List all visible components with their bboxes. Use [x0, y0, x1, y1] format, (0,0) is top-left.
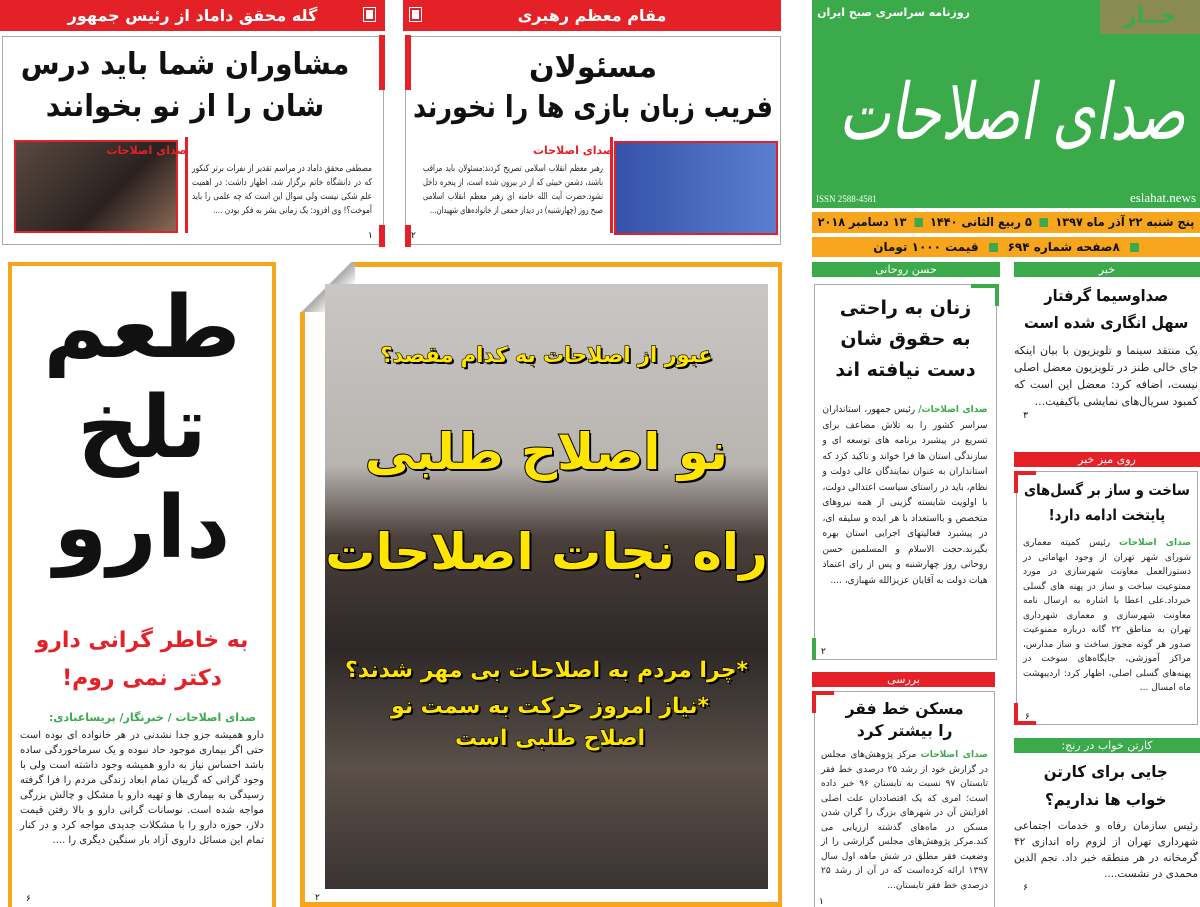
kicker-bar: [403, 0, 781, 31]
masthead: [812, 0, 1200, 208]
headline[interactable]: به خاطر گرانی دارو دکتر نمی روم!: [35, 628, 249, 691]
body-copy: مرکز پژوهش‌های مجلس در گزارش خود از رشد ۲۵ درصدی خط فقر تابستان ۹۷ نسبت به تابستان ۹۶ خبر داده است؛ امری که یک اقتصاددان علت اصلی افزایش آن در شهرهای بزرگ را گران شدن مسکن در ماه‌های گذشته ارزیابی می کند.مرکز پژوهش‌های مجلس گزارشی را از وضعیت فقر مطلق در شش ماهه اول سال ۱۳۹۷ ارائه کرده‌است که در آن از رشد ۲۵ درصدی خط فقر تابستان...: [821, 750, 988, 891]
corner-accent: [812, 691, 816, 713]
section-label: [1014, 262, 1200, 277]
bullet-icon: [1039, 218, 1047, 227]
source: صدای اصلاحات: [533, 144, 614, 157]
section-label: [1014, 738, 1200, 753]
issn: ISSN 2588-4581: [816, 194, 877, 204]
source: صدای اصلاحات: [920, 750, 988, 760]
big-title-line1[interactable]: طعم: [43, 278, 241, 378]
bullet-icon: [914, 218, 922, 227]
badge: [1100, 0, 1200, 34]
body-text: [821, 748, 988, 893]
date-hijri: ۵ ربیع الثانی ۱۴۴۰: [929, 215, 1032, 229]
overline[interactable]: عبور از اصلاحات به کدام مقصد؟: [380, 343, 713, 367]
body-copy: رئیس کمیته معماری شورای شهر تهران از وجود ابهاماتی در دستورالعمل معاونت شهرسازی در مورد ممنوعیت ساخت و ساز در پهنه های گسلی خبرداد.علی اعطا با اشاره به ارسال نامه معاونت شهرسازی و معماری شهرداری تهران به مناطق ۲۲ گانه درباره ممنوعیت صدور هر گونه مجوز ساخت و ساز مدارس، مراکز آموزشی، جایگاه‌های سوخت در پهنه‌های گسلی اصلی، اظهار کرد: اردیبهشت ماه امسال ...: [1023, 538, 1191, 693]
bullet-icon: [989, 243, 998, 252]
headline[interactable]: ساخت و ساز بر گسل‌های پایتخت ادامه دارد!: [1024, 481, 1190, 524]
main-headline-line2[interactable]: راه نجات اصلاحات: [325, 523, 768, 581]
label-text: بررسی: [887, 673, 920, 686]
top-middle-story: [403, 0, 783, 247]
label-text: روی میز خبر: [1078, 453, 1136, 466]
page-number: ۶: [26, 894, 31, 904]
page-number: ۲: [821, 647, 826, 657]
body-text: [1023, 536, 1191, 696]
byline: صدای اصلاحات / خبرنگار/ پریساعبادی:: [49, 711, 256, 724]
pages-issue: ۸صفحه شماره ۶۹۴: [1007, 240, 1120, 254]
corner-accent: [379, 225, 385, 247]
story: [1014, 282, 1198, 422]
big-title-line2[interactable]: تلخ: [77, 378, 207, 478]
body-text: [823, 402, 988, 588]
page-number: ۲: [315, 893, 320, 903]
kicker: مقام معظم رهبری: [517, 6, 667, 25]
headline[interactable]: مشاوران شما باید درس شان را از نو بخوانند: [20, 47, 350, 124]
source: صدای اصلاحات: [1119, 538, 1191, 548]
square-icon: [364, 8, 375, 21]
newspaper-logo[interactable]: [832, 38, 1192, 188]
page-number: ۱: [819, 897, 824, 907]
corner-accent: [995, 284, 999, 306]
tagline: روزنامه سراسری صبح ایران: [817, 6, 970, 19]
left-feature: [8, 262, 276, 907]
page-number: ۱: [368, 231, 373, 241]
headline-line2[interactable]: فریب زبان بازی ها را نخورند: [413, 90, 773, 125]
body-text: دارو همیشه جزو جدا نشدنی در هر خانواده ای بوده است حتی اگر بیماری موجود حاد نبوده و یک سرماخوردگی ساده باشد احساس نیاز به دارو همیشه وجود داشته است ولی با وجود گرانی که گریبان تمام ابعاد زندگی مردم را فرا گرفته رسیدگی به بیماری ها و تهیه دارو با مشکل و چالش بزرگی مواجه شده است. نوسانات گرانی دارو و بالا رفتن قیمت دلار، حوزه دارو را با مشکلات جدیدی مواجه کرد و در کنار تمام این مسائل داروی آزاد بار سنگین دیگری را ....: [20, 730, 264, 846]
section-label: [1014, 452, 1200, 467]
corner-accent: [1014, 471, 1018, 493]
story-frame: [814, 284, 997, 660]
story-frame: [1016, 471, 1198, 725]
headline[interactable]: مسکن خط فقر را بیشتر کرد: [845, 699, 964, 740]
headline[interactable]: زنان به راحتی به حقوق شان دست نیافته اند: [835, 297, 976, 381]
body-text: رئیس سازمان رفاه و خدمات اجتماعی شهرداری تهران از لزوم راه اندازی ۴۲ گرمخانه در هر منطقه خبر داد. نجم الدین محمدی در نشست....: [1014, 820, 1198, 880]
story-frame: [814, 691, 995, 907]
page-number: ۳: [1023, 411, 1028, 421]
body-text: رهبر معظم انقلاب اسلامی تصریح کردند:مسئولان باید مراقب باشند، دشمن خبیثی که از در بیرون شده است، از پنجره داخل نشود.حضرت آیت الله خامنه ای رهبر معظم انقلاب اسلامی صبح روز (چهارشنبه) در دیدار جمعی از خانواده‌های شهیدان...: [423, 164, 603, 216]
section-label: [812, 262, 1000, 277]
kicker: گله محقق داماد از رئیس جمهور: [67, 6, 318, 25]
label-text: حسن روحانی: [875, 263, 937, 276]
label-text: کارتن خواب در رنج:: [1061, 739, 1153, 752]
corner-accent: [405, 35, 411, 90]
corner-accent: [812, 638, 816, 660]
page-number: ۶: [1023, 883, 1028, 893]
center-feature: [300, 262, 782, 907]
label-text: خبر: [1098, 263, 1116, 276]
big-title-line3[interactable]: دارو: [53, 478, 231, 578]
source: صدای اصلاحات: [106, 144, 187, 157]
subheadline-1[interactable]: *چرا مردم به اصلاحات بی مهر شدند؟: [344, 658, 748, 683]
story: [1014, 758, 1198, 894]
source: صدای اصلاحات/: [918, 404, 988, 415]
top-left-story: [0, 0, 387, 247]
date-bar: [812, 212, 1200, 233]
headline[interactable]: صداوسیما گرفتار سهل انگاری شده است: [1023, 286, 1189, 332]
page-number: ۲: [411, 231, 416, 241]
website[interactable]: eslahat.news: [1129, 190, 1196, 205]
page-number: ۶: [1025, 712, 1030, 722]
badge-text: جــار: [1124, 4, 1176, 29]
bullet-icon: [1130, 243, 1139, 252]
body-copy: رئیس جمهور، استانداران سراسر کشور را به تلاش مضاعف برای تسریع در پیشبرد برنامه های توسعه ای و سازندگی استان ها فرا خواند و تاکید کرد که استانداران به عنوان نمایندگان عالی دولت و نظام، باید در راستای سیاست اعتدالی دولت، با اولویت شایسته گزینی از همه نیروهای متخصص و بااستعداد با هر ایده و سلیقه ای، در پیشبرد فعالیتهای اجرایی استان بهره بگیرند.حجت الاسلام و المسلمین حسن روحانی روز چهارشنبه و پس از رای اعتماد هیات دولت به آقایان عزیزالله شهبازی، ....: [823, 404, 988, 586]
corner-accent: [379, 35, 385, 90]
logo-text: صدای اصلاحات: [838, 68, 1186, 158]
body-text: مصطفی محقق داماد در مراسم تقدیر از نفرات برتر کنکور که در دانشگاه خاتم برگزار شد، اظهار داشت: در اهمیت علم شکی نیست ولی سوال این است که چه علمی را باید آموخت؟! وی افزود: یک زمانی بشر به فکر بودن ....: [192, 164, 372, 216]
headline[interactable]: جایی برای کارتن خواب ها نداریم؟: [1044, 762, 1169, 809]
square-icon: [410, 8, 421, 21]
price: قیمت ۱۰۰۰ تومان: [873, 240, 979, 254]
date-persian: پنج شنبه ۲۲ آذر ماه ۱۳۹۷: [1055, 215, 1195, 229]
info-bar: [812, 237, 1200, 257]
section-label: [812, 672, 995, 687]
date-gregorian: ۱۳ دسامبر ۲۰۱۸: [817, 215, 907, 229]
body-text: یک منتقد سینما و تلویزیون با بیان اینکه جای خالی طنز در تلویزیون معضل اصلی نیست، اضافه کرد: معضل این است که کمبود سریال‌های نمایشی باکیفیت...: [1014, 344, 1198, 408]
main-headline-line1[interactable]: نو اصلاح طلبی: [365, 423, 728, 481]
headline-line1[interactable]: مسئولان: [528, 50, 658, 85]
photo: [614, 141, 778, 235]
kicker-bar: [0, 0, 385, 31]
subheadline-2[interactable]: *نیاز امروز حرکت به سمت نو اصلاح طلبی است: [390, 694, 710, 751]
